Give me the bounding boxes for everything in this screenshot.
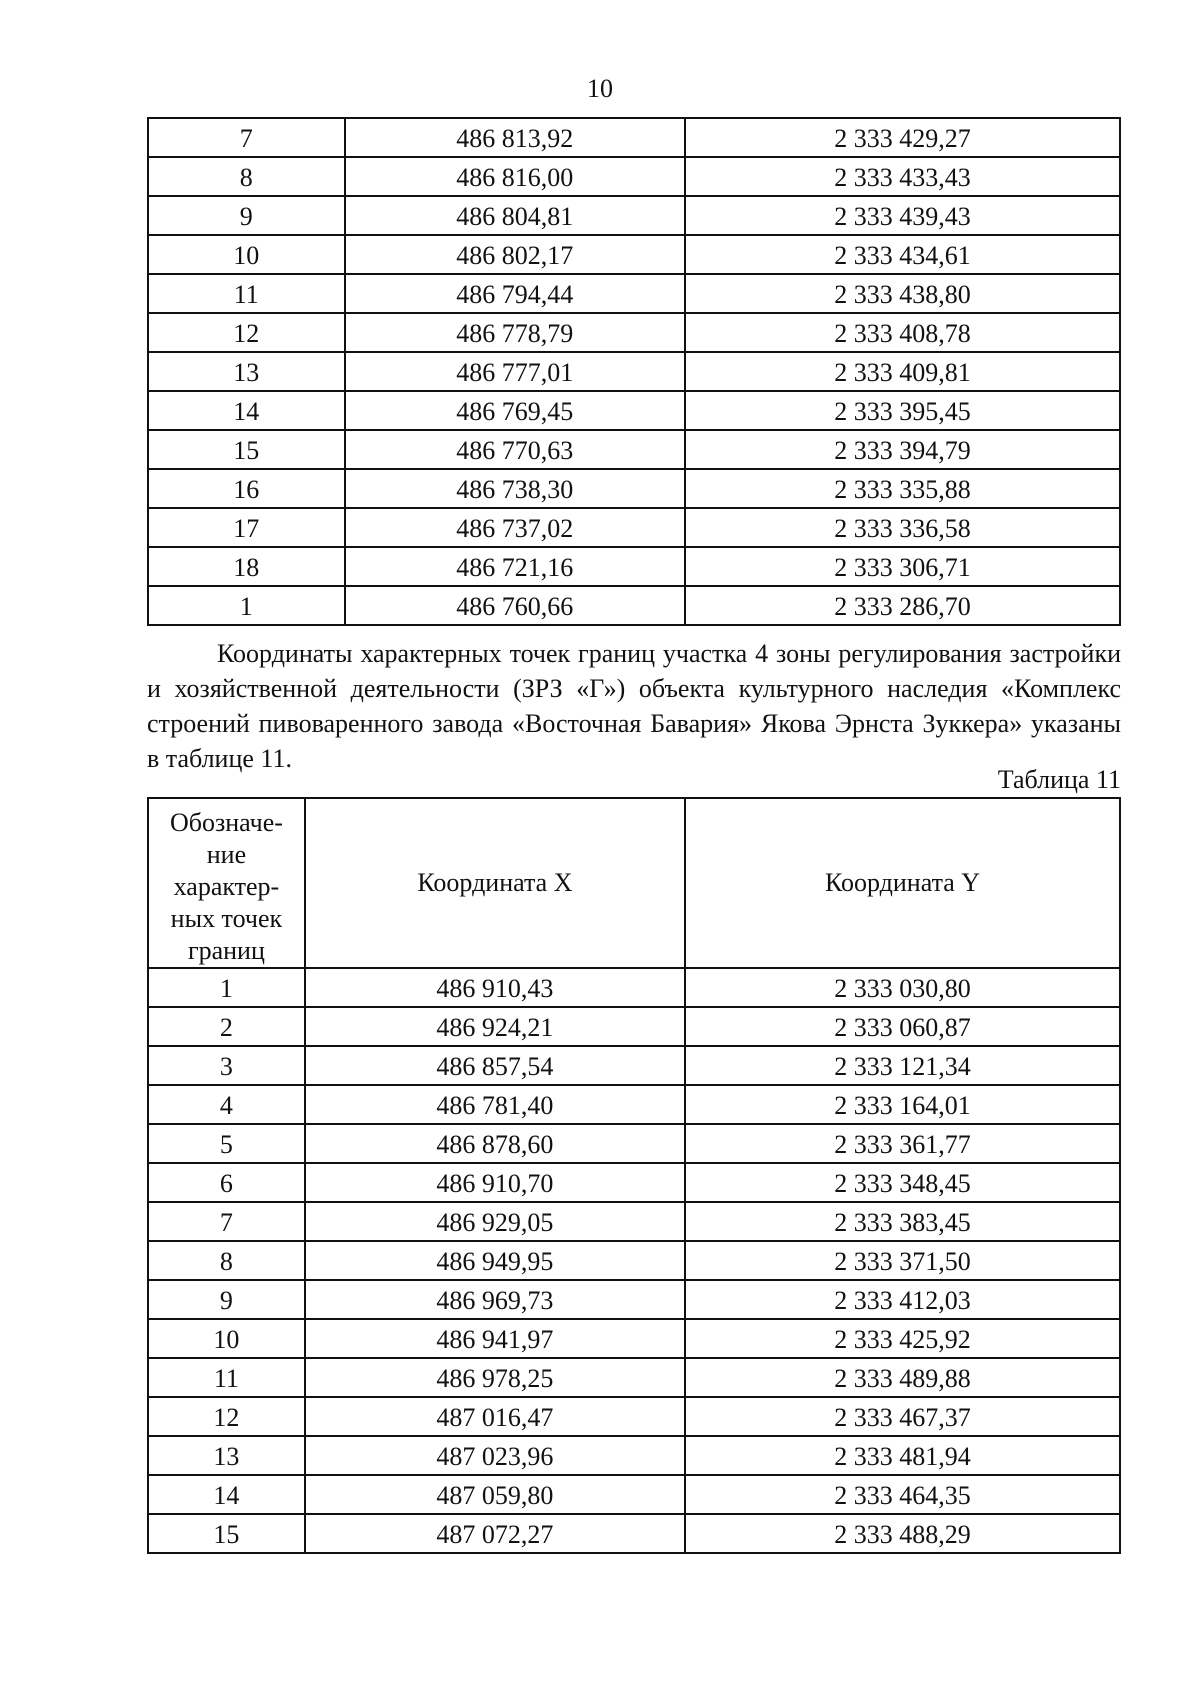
table-row xyxy=(148,430,1120,469)
header-coordinate-y: Координата Y xyxy=(685,798,1120,968)
table-row xyxy=(148,968,1120,1007)
table-row xyxy=(148,1280,1120,1319)
table-row xyxy=(148,1436,1120,1475)
table-row xyxy=(148,1046,1120,1085)
coordinate-y-cell: 2 333 060,87 xyxy=(685,1007,1120,1046)
point-number-cell: 9 xyxy=(148,196,345,235)
table-row xyxy=(148,235,1120,274)
coordinate-x-cell: 486 781,40 xyxy=(305,1085,685,1124)
point-number-cell: 8 xyxy=(148,1241,305,1280)
point-number-cell: 15 xyxy=(148,1514,305,1553)
table-row xyxy=(148,157,1120,196)
coordinate-y-cell: 2 333 412,03 xyxy=(685,1280,1120,1319)
point-number-cell: 13 xyxy=(148,352,345,391)
table2-body xyxy=(148,968,1120,1553)
coordinate-x-cell: 486 949,95 xyxy=(305,1241,685,1280)
point-number-cell: 10 xyxy=(148,1319,305,1358)
coordinate-x-cell: 487 016,47 xyxy=(305,1397,685,1436)
coordinate-y-cell: 2 333 409,81 xyxy=(685,352,1120,391)
point-number-cell: 9 xyxy=(148,1280,305,1319)
coordinate-x-cell: 486 760,66 xyxy=(345,586,685,625)
coordinate-y-cell: 2 333 489,88 xyxy=(685,1358,1120,1397)
point-number-cell: 7 xyxy=(148,118,345,157)
coordinate-y-cell: 2 333 488,29 xyxy=(685,1514,1120,1553)
coordinate-y-cell: 2 333 439,43 xyxy=(685,196,1120,235)
coordinate-x-cell: 486 941,97 xyxy=(305,1319,685,1358)
header-coordinate-x: Координата X xyxy=(305,798,685,968)
coordinate-x-cell: 486 857,54 xyxy=(305,1046,685,1085)
coordinate-y-cell: 2 333 121,34 xyxy=(685,1046,1120,1085)
coordinate-y-cell: 2 333 467,37 xyxy=(685,1397,1120,1436)
table-row xyxy=(148,313,1120,352)
table-row xyxy=(148,1202,1120,1241)
point-number-cell: 8 xyxy=(148,157,345,196)
coordinate-y-cell: 2 333 394,79 xyxy=(685,430,1120,469)
coordinate-y-cell: 2 333 433,43 xyxy=(685,157,1120,196)
point-number-cell: 6 xyxy=(148,1163,305,1202)
coordinate-y-cell: 2 333 464,35 xyxy=(685,1475,1120,1514)
table-row xyxy=(148,547,1120,586)
table11-intro-paragraph: Координаты характерных точек границ участка 4 зоны регулирования застройки и хозяйственной деятельности (ЗРЗ «Г») объекта культурного наследия «Комплекс строений пивоваренного завода «Восточная Бавария» Якова Эрнста Зуккера» указаны в таблице 11. xyxy=(147,639,1121,773)
coordinate-x-cell: 487 072,27 xyxy=(305,1514,685,1553)
coordinate-y-cell: 2 333 336,58 xyxy=(685,508,1120,547)
point-number-cell: 11 xyxy=(148,1358,305,1397)
point-number-cell: 3 xyxy=(148,1046,305,1085)
coordinate-x-cell: 486 770,63 xyxy=(345,430,685,469)
coordinate-y-cell: 2 333 030,80 xyxy=(685,968,1120,1007)
table-row xyxy=(148,274,1120,313)
table-row xyxy=(148,1007,1120,1046)
point-number-cell: 1 xyxy=(148,968,305,1007)
coordinate-y-cell: 2 333 395,45 xyxy=(685,391,1120,430)
table-row xyxy=(148,1514,1120,1553)
point-number-cell: 1 xyxy=(148,586,345,625)
point-number-cell: 15 xyxy=(148,430,345,469)
point-number-cell: 14 xyxy=(148,391,345,430)
point-number-cell: 12 xyxy=(148,313,345,352)
coordinate-x-cell: 486 878,60 xyxy=(305,1124,685,1163)
coordinate-x-cell: 486 777,01 xyxy=(345,352,685,391)
point-number-cell: 18 xyxy=(148,547,345,586)
point-number-cell: 17 xyxy=(148,508,345,547)
coordinate-x-cell: 486 738,30 xyxy=(345,469,685,508)
table-row xyxy=(148,196,1120,235)
point-number-cell: 13 xyxy=(148,1436,305,1475)
coordinate-y-cell: 2 333 371,50 xyxy=(685,1241,1120,1280)
coordinate-x-cell: 487 059,80 xyxy=(305,1475,685,1514)
point-number-cell: 2 xyxy=(148,1007,305,1046)
coordinate-y-cell: 2 333 306,71 xyxy=(685,547,1120,586)
table1-body xyxy=(148,118,1120,625)
table-header-row xyxy=(148,798,1120,968)
point-number-cell: 12 xyxy=(148,1397,305,1436)
table-row xyxy=(148,352,1120,391)
coordinate-x-cell: 486 910,70 xyxy=(305,1163,685,1202)
coordinate-y-cell: 2 333 438,80 xyxy=(685,274,1120,313)
coordinate-x-cell: 486 816,00 xyxy=(345,157,685,196)
point-number-cell: 7 xyxy=(148,1202,305,1241)
coordinate-y-cell: 2 333 481,94 xyxy=(685,1436,1120,1475)
table-row xyxy=(148,508,1120,547)
coordinate-y-cell: 2 333 425,92 xyxy=(685,1319,1120,1358)
coordinate-x-cell: 486 969,73 xyxy=(305,1280,685,1319)
table-row xyxy=(148,1397,1120,1436)
coordinate-y-cell: 2 333 335,88 xyxy=(685,469,1120,508)
table-row xyxy=(148,469,1120,508)
table-row xyxy=(148,1319,1120,1358)
coordinate-y-cell: 2 333 383,45 xyxy=(685,1202,1120,1241)
header-point-designation: Обозначе- ние характер- ных точек границ xyxy=(148,798,305,968)
coordinate-x-cell: 486 802,17 xyxy=(345,235,685,274)
table-row xyxy=(148,1358,1120,1397)
coordinate-x-cell: 486 778,79 xyxy=(345,313,685,352)
point-number-cell: 14 xyxy=(148,1475,305,1514)
table-row xyxy=(148,1163,1120,1202)
point-number-cell: 4 xyxy=(148,1085,305,1124)
point-number-cell: 11 xyxy=(148,274,345,313)
table-row xyxy=(148,1241,1120,1280)
table2-header xyxy=(148,798,1120,968)
coordinate-y-cell: 2 333 361,77 xyxy=(685,1124,1120,1163)
coordinate-x-cell: 486 721,16 xyxy=(345,547,685,586)
coordinate-y-cell: 2 333 286,70 xyxy=(685,586,1120,625)
table-row xyxy=(148,118,1120,157)
point-number-cell: 5 xyxy=(148,1124,305,1163)
table-caption: Таблица 11 xyxy=(997,765,1121,794)
table-row xyxy=(148,1085,1120,1124)
coordinate-y-cell: 2 333 408,78 xyxy=(685,313,1120,352)
coordinate-y-cell: 2 333 429,27 xyxy=(685,118,1120,157)
coordinate-x-cell: 486 924,21 xyxy=(305,1007,685,1046)
coordinate-y-cell: 2 333 348,45 xyxy=(685,1163,1120,1202)
coordinate-y-cell: 2 333 434,61 xyxy=(685,235,1120,274)
coordinate-x-cell: 486 978,25 xyxy=(305,1358,685,1397)
coordinates-table-continued xyxy=(147,117,1121,626)
table-row xyxy=(148,1475,1120,1514)
coordinate-x-cell: 486 737,02 xyxy=(345,508,685,547)
coordinate-x-cell: 486 794,44 xyxy=(345,274,685,313)
coordinates-table-11 xyxy=(147,797,1121,1554)
coordinate-x-cell: 487 023,96 xyxy=(305,1436,685,1475)
table-row xyxy=(148,391,1120,430)
coordinate-x-cell: 486 910,43 xyxy=(305,968,685,1007)
point-number-cell: 16 xyxy=(148,469,345,508)
coordinate-x-cell: 486 804,81 xyxy=(345,196,685,235)
coordinate-y-cell: 2 333 164,01 xyxy=(685,1085,1120,1124)
coordinate-x-cell: 486 813,92 xyxy=(345,118,685,157)
table-row xyxy=(148,1124,1120,1163)
coordinate-x-cell: 486 769,45 xyxy=(345,391,685,430)
point-number-cell: 10 xyxy=(148,235,345,274)
page-number: 10 xyxy=(587,74,613,103)
coordinate-x-cell: 486 929,05 xyxy=(305,1202,685,1241)
table-row xyxy=(148,586,1120,625)
